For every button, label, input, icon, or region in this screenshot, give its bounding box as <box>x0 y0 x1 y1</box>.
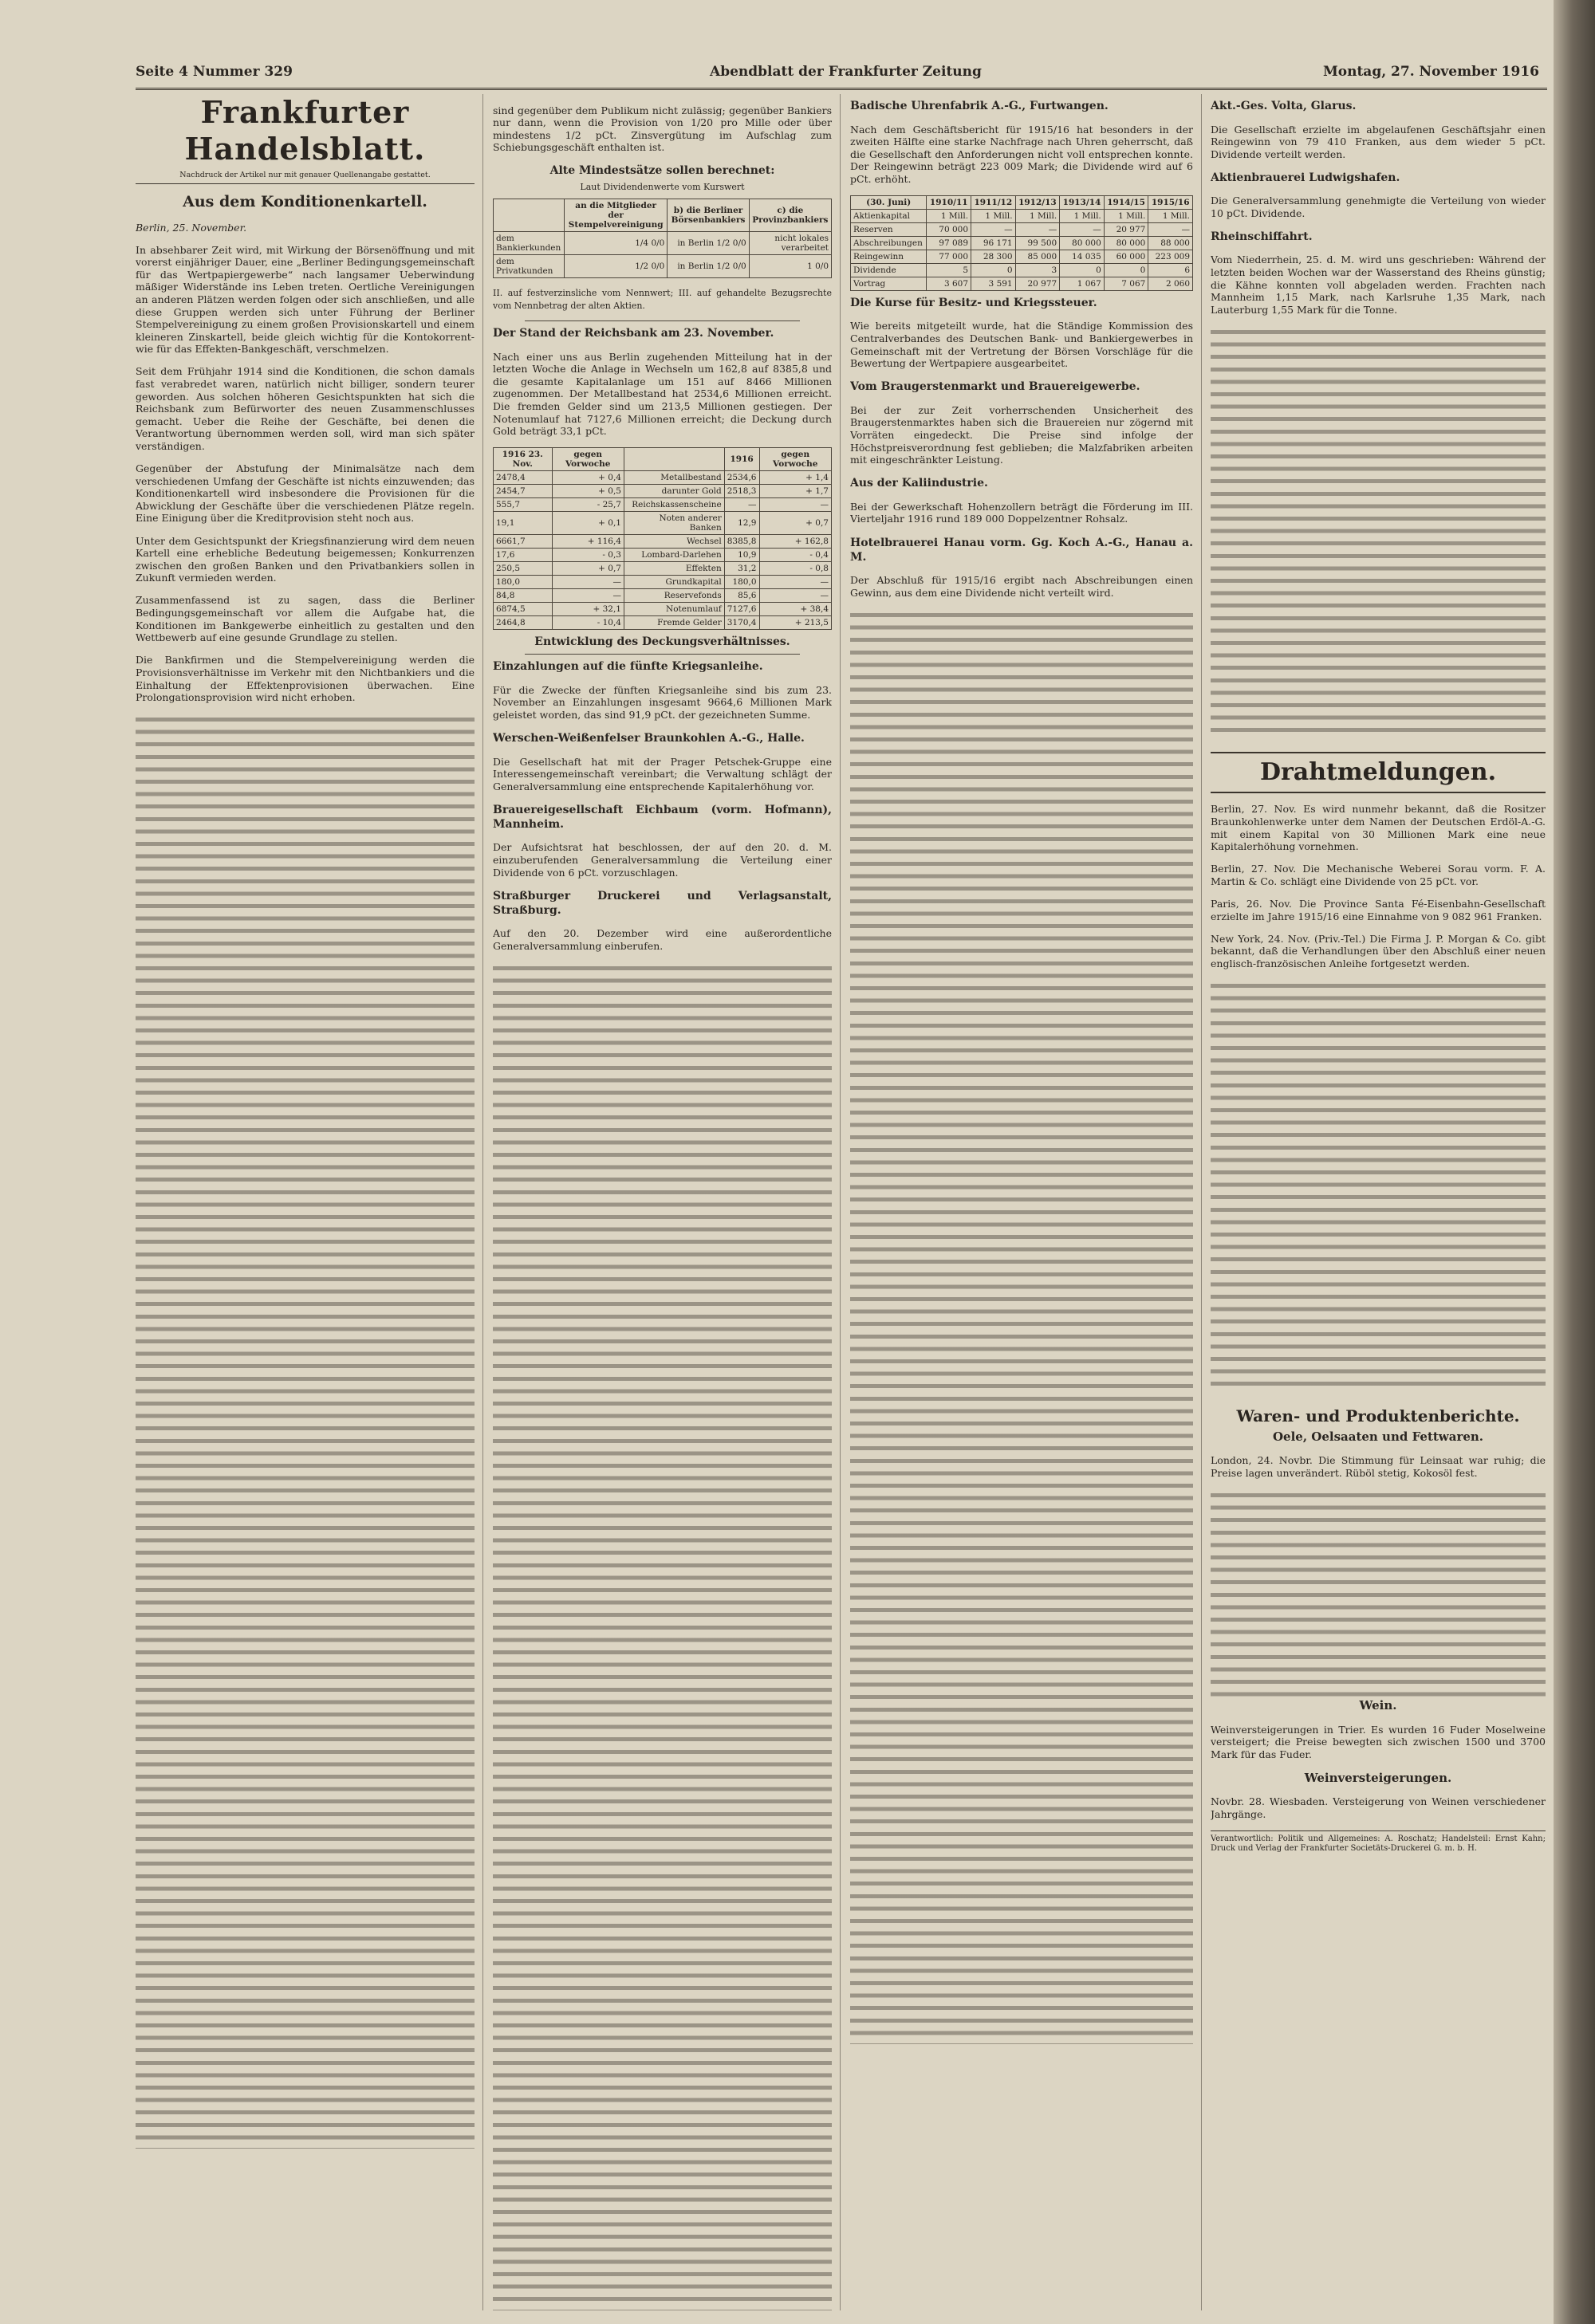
article-paragraph: Der Aufsichtsrat hat beschlossen, der auf den 20. d. M. einzuberufenden Generalversammlung die Verteilung einer Dividende von 6 pCt. vorzuschlagen. <box>493 841 832 879</box>
article-paragraph: Die Generalversammlung genehmigte die Verteilung von wieder 10 pCt. Dividende. <box>1211 195 1546 219</box>
issue-date: Montag, 27. November 1916 <box>1322 64 1539 80</box>
table-row: 180,0 — Grundkapital 180,0 — <box>494 576 832 589</box>
article-paragraph: Die Gesellschaft hat mit der Prager Petschek-Gruppe eine Interessengemeinschaft vereinbart; die Verwaltung schlägt der Generalversammlung eine entsprechende Kapitalerhöhung vor. <box>493 755 832 792</box>
table-note: II. auf festverzinsliche vom Nennwert; III. auf gehandelte Bezugsrechte vom Nennbetrag der alten Aktien. <box>493 287 832 311</box>
table-subtitle: Laut Dividendenwerte vom Kurswert <box>580 182 745 193</box>
table-row: 2464,8 - 10,4 Fremde Gelder 3170,4 + 213,5 <box>494 616 832 630</box>
provision-table <box>493 199 832 278</box>
table-row: Reingewinn 77 000 28 300 85 000 14 035 60 000 223 009 <box>851 250 1193 263</box>
divider <box>525 654 800 655</box>
article-paragraph: In absehbarer Zeit wird, mit Wirkung der Börsenöffnung und mit vorerst einjähriger Dauer, eine „Berliner Bedingungsgemeinschaft für das Wertpapiergewerbe“ nach langsamer Ueberwindung mäßiger Widerstände ins Leben treten. Oertliche Vereinigungen an anderen Plätzen werden folgen oder sich anschließen, und alle diese Gruppen werden sich unter Führung der Berliner Stempelvereinigung zu einem großen Provisionskartell und einem kleineren Zinskartell, beide gleich wichtig für die Kontokorrent- wie für das Effekten-Bankgeschäft, verschmelzen. <box>136 243 475 356</box>
article-paragraph: Die Gesellschaft erzielte im abgelaufenen Geschäftsjahr einen Reingewinn von 79 410 Franken, aus dem wieder 5 pCt. Dividende verteilt werden. <box>1211 123 1546 160</box>
balance-table: (30. Juni) 1910/11 1911/12 1912/13 1913/14 1914/15 1915/16 Aktienkapital 1 Mill. 1 Mill. 1 Mill. 1 Mill. 1 Mill. 1 Mill. Reserven 70 000 — — — 20 977 — Abschreibungen 97 089 96 171 99 500 80 000 80 000 88 000 Reingewinn 77 000 28 300 85 000 14 035 60 000 223 009 Dividende 5 0 3 0 0 6 Vortrag 3 607 3 591 20 977 1 067 7 067 2 060 <box>850 195 1193 291</box>
article-title: Einzahlungen auf die fünfte Kriegsanleihe. <box>493 660 763 674</box>
imprint-footer: Verantwortlich: Politik und Allgemeines: A. Roschatz; Handelsteil: Ernst Kahn; Druck und Verlag der Frankfurter Societäts-Druckerei G. m. b. H. <box>1211 1830 1546 1854</box>
article-paragraph: Nach dem Geschäftsbericht für 1915/16 hat besonders in der zweiten Hälfte eine starke Nachfrage nach Uhren geherrscht, daß die Gesellschaft den Anforderungen nicht voll entsprechen konnte. Der Reingewinn beträgt 223 009 Mark; die Dividende wird auf 6 pCt. erhöht. <box>850 123 1193 185</box>
reichsbank-table: 1916 23. Nov. gegen Vorwoche 1916 gegen Vorwoche 2478,4 + 0,4 Metallbestand 2534,6 + 1,4 2454,7 + 0,5 darunter Gold 2518,3 + 1,7 555,7 - 25,7 Reichskassenscheine — — 19,1 + 0,1 Noten anderer Banken 12,9 + 0,7 6661,7 + 116,4 Wechsel 8385,8 + 162,8 17,6 - 0,3 Lombard-Darlehen 10,9 - 0,4 250,5 + 0,7 Effekten 31,2 - 0,8 180,0 — Grundkapital 180,0 — 84,8 — Reservefonds 85,6 — 6874,5 + 32,1 Notenumlauf 7127,6 + 38,4 2464,8 - 10,4 Fremde Gelder 3170,4 + 213,5 <box>493 447 832 630</box>
table-header: an die Mitglieder der Stempelvereinigung <box>565 199 668 231</box>
article-dateline: Berlin, 25. November. <box>136 221 247 234</box>
section-subheading: Weinversteigerungen. <box>1304 1770 1452 1785</box>
article-paragraph: New York, 24. Nov. (Priv.-Tel.) Die Firma J. P. Morgan & Co. gibt bekannt, daß die Verhandlungen über den Abschluß einer neuen englisch-französischen Anleihe fortgesetzt werden. <box>1211 932 1546 969</box>
article-paragraph: Berlin, 27. Nov. Die Mechanische Weberei Sorau vorm. F. A. Martin & Co. schlägt eine Dividende von 25 pCt. vor. <box>1211 863 1546 887</box>
article-paragraph: Der Abschluß für 1915/16 ergibt nach Abschreibungen einen Gewinn, aus dem eine Dividende nicht verteilt wird. <box>850 574 1193 599</box>
article-title: Aus der Kaliindustrie. <box>850 477 988 490</box>
article-title: Badische Uhrenfabrik A.-G., Furtwangen. <box>850 100 1109 112</box>
article-paragraph: Nach einer uns aus Berlin zugehenden Mitteilung hat in der letzten Woche die Anlage in Wechseln um 162,8 auf 8385,8 und die gesamte Kapitalanlage um 151 auf 8466 Millionen zugenommen. Der Metallbestand hat 2534,6 Millionen erreicht. Die fremden Gelder sind um 213,5 Millionen gestiegen. Der Notenumlauf hat 7127,6 Millionen erreicht; die Deckung durch Gold beträgt 33,1 pCt. <box>493 350 832 438</box>
column-3 <box>850 94 1193 2310</box>
table-row: 2454,7 + 0,5 darunter Gold 2518,3 + 1,7 <box>494 485 832 498</box>
article-paragraph: Bei der Gewerkschaft Hohenzollern beträgt die Förderung im III. Vierteljahr 1916 rund 189 000 Doppelzentner Rohsalz. <box>850 500 1193 525</box>
table-row: dem Privatkunden 1/2 0/0 in Berlin 1/2 0/0 1 0/0 <box>494 254 832 277</box>
article-paragraph: Auf den 20. Dezember wird eine außerordentliche Generalversammlung einberufen. <box>493 927 832 952</box>
text-filler <box>1211 980 1546 1394</box>
article-paragraph: Bei der zur Zeit vorherrschenden Unsicherheit des Braugerstenmarktes haben sich die Brauereien nur zögernd mit Vorräten eingedeckt. Die Preise sind infolge der Höchstpreisverordnung fest geblieben; die Malzfabriken arbeiten mit eingeschränkter Leistung. <box>850 403 1193 466</box>
newspaper-title: Abendblatt der Frankfurter Zeitung <box>710 64 982 80</box>
page-header <box>136 56 1547 90</box>
column-4 <box>1211 94 1546 2310</box>
article-paragraph: Weinversteigerungen in Trier. Es wurden 16 Fuder Moselweine versteigert; die Preise bewegten sich zwischen 1500 und 3700 Mark für das Fuder. <box>1211 1723 1546 1760</box>
article-title: Der Stand der Reichsbank am 23. November. <box>493 327 774 340</box>
article-paragraph: London, 24. Novbr. Die Stimmung für Leinsaat war ruhig; die Preise lagen unverändert. Rüböl stetig, Kokosöl fest. <box>1211 1454 1546 1480</box>
divider <box>525 320 800 321</box>
article-paragraph: Zusammenfassend ist zu sagen, dass die Berliner Bedingungsgemeinschaft vor allem die Aufgabe hat, die Konditionen im Bankgewerbe einheitlich zu gestalten und den Wettbewerb auf eine gesunde Grundlage zu stellen. <box>136 594 475 644</box>
article-paragraph: Novbr. 28. Wiesbaden. Versteigerung von Weinen verschiedener Jahrgänge. <box>1211 1795 1546 1821</box>
table-row: Dividende 5 0 3 0 0 6 <box>851 263 1193 277</box>
table-row: Abschreibungen 97 089 96 171 99 500 80 000 80 000 88 000 <box>851 236 1193 250</box>
article-paragraph: Berlin, 27. Nov. Es wird nunmehr bekannt, daß die Rositzer Braunkohlenwerke unter dem Namen der Deutschen Erdöl-A.-G. mit einem Kapital von 30 Millionen Mark eine neue Kapitalerhöhung vornehmen. <box>1211 803 1546 853</box>
page-number: Seite 4 Nummer 329 <box>136 64 293 80</box>
article-title: Akt.-Ges. Volta, Glarus. <box>1211 100 1357 112</box>
text-filler <box>850 609 1193 2044</box>
article-paragraph: Seit dem Frühjahr 1914 sind die Konditionen, die schon damals fast verabredet waren, natürlich nicht billiger, sondern teurer geworden. Aus solchen höheren Gesichtspunkten hat sich die Reichsbank zum Befürworter des neuen Zusammenschlusses gemacht. Ueber die Reihe der Geschäfte, bei denen die Verantwortung übernommen werden soll, wird man sich später verständigen. <box>136 365 475 452</box>
column-rule <box>1201 94 1202 2310</box>
column-rule <box>840 94 841 2310</box>
article-title: Rheinschiffahrt. <box>1211 230 1313 243</box>
table-row: Vortrag 3 607 3 591 20 977 1 067 7 067 2 060 <box>851 277 1193 290</box>
table-header: c) die Provinzbankiers <box>749 199 831 231</box>
table-title: Alte Mindestsätze sollen berechnet: <box>549 164 775 178</box>
column-1 <box>136 94 475 2310</box>
article-paragraph: Gegenüber der Abstufung der Minimalsätze nach dem verschiedenen Umfang der Geschäfte ist nichts einzuwenden; das Konditionenkartell wird insbesondere die Provisionen für die Abwicklung der Geschäfte über die verschiedenen Plätze regeln. Eine Einigung über die Kreditprovision steht noch aus. <box>136 462 475 525</box>
text-filler <box>136 714 475 2149</box>
table-row: Reserven 70 000 — — — 20 977 — <box>851 222 1193 236</box>
table-row: Aktienkapital 1 Mill. 1 Mill. 1 Mill. 1 Mill. 1 Mill. 1 Mill. <box>851 209 1193 222</box>
table-row: 6661,7 + 116,4 Wechsel 8385,8 + 162,8 <box>494 535 832 549</box>
column-rule <box>482 94 483 2310</box>
table-row: 555,7 - 25,7 Reichskassenscheine — — <box>494 498 832 512</box>
column-2 <box>493 94 832 2310</box>
article-paragraph: Unter dem Gesichtspunkt der Kriegsfinanzierung wird dem neuen Kartell eine erhebliche Bedeutung beigemessen; Konkurrenzen zwischen den großen Banken und den Privatbankiers sollen in Zukunft vermieden werden. <box>136 534 475 584</box>
table-row: 6874,5 + 32,1 Notenumlauf 7127,6 + 38,4 <box>494 603 832 616</box>
article-paragraph: Für die Zwecke der fünften Kriegsanleihe sind bis zum 23. November an Einzahlungen insgesamt 9664,6 Millionen Mark geleistet worden, das sind 91,9 pCt. der gezeichneten Summe. <box>493 683 832 721</box>
article-title: Aktienbrauerei Ludwigshafen. <box>1211 171 1400 184</box>
table-row: 2478,4 + 0,4 Metallbestand 2534,6 + 1,4 <box>494 471 832 485</box>
table-title: Entwicklung des Deckungsverhältnisses. <box>534 635 790 649</box>
article-title: Hotelbrauerei Hanau vorm. Gg. Koch A.-G., Hanau a. M. <box>850 536 1193 564</box>
table-row: 19,1 + 0,1 Noten anderer Banken 12,9 + 0,7 <box>494 512 832 535</box>
table-header: b) die Berliner Börsenbankiers <box>668 199 749 231</box>
text-filler <box>493 962 832 2310</box>
article-title: Die Kurse für Besitz- und Kriegssteuer. <box>850 296 1097 309</box>
article-title: Vom Braugerstenmarkt und Brauereigewerbe. <box>850 380 1140 394</box>
section-heading-waren: Waren- und Produktenberichte. <box>1236 1406 1520 1425</box>
masthead-note: Nachdruck der Artikel nur mit genauer Quellenangabe gestattet. <box>136 171 475 184</box>
section-subheading: Oele, Oelsaaten und Fettwaren. <box>1272 1429 1484 1444</box>
table-row: dem Bankierkunden 1/4 0/0 in Berlin 1/2 0/0 nicht lokales verarbeitet <box>494 231 832 254</box>
article-paragraph: Paris, 26. Nov. Die Province Santa Fé-Eisenbahn-Gesellschaft erzielte im Jahre 1915/16 eine Einnahme von 9 082 961 Franken. <box>1211 898 1546 922</box>
article-paragraph: Die Bankfirmen und die Stempelvereinigung werden die Provisionsverhältnisse im Verkehr mit den Nichtbankiers und die Einhaltung der Effektenprovisionen überwachen. Eine Prolongationsprovision wird nicht erhoben. <box>136 654 475 704</box>
article-paragraph: Vom Niederrhein, 25. d. M. wird uns geschrieben: Während der letzten beiden Wochen war der Wasserstand des Rheins günstig; die Kähne konnten voll abgeladen werden. Frachten nach Mannheim 1,15 Mark, nach Karlsruhe 1,35 Mark, nach Lauterburg 1,55 Mark für die Tonne. <box>1211 254 1546 316</box>
article-paragraph: Wie bereits mitgeteilt wurde, hat die Ständige Kommission des Centralverbandes des Deutschen Bank- und Bankiergewerbes in Gemeinschaft mit der Vertretung der Börsen Vorschläge für die Bewertung der Wertpapiere ausgearbeitet. <box>850 320 1193 370</box>
article-title: Straßburger Druckerei und Verlagsanstalt, Straßburg. <box>493 889 832 917</box>
article-paragraph: sind gegenüber dem Publikum nicht zulässig; gegenüber Bankiers nur dann, wenn die Provision von 1/20 pro Mille oder über mindestens 1/2 pCt. Zinsvergütung im Aufschlag zum Schiebungsgeschäft enthalten ist. <box>493 104 832 154</box>
section-subheading: Wein. <box>1359 1698 1397 1713</box>
article-title: Aus dem Konditionenkartell. <box>183 193 427 210</box>
article-title: Brauereigesellschaft Eichbaum (vorm. Hofmann), Mannheim. <box>493 803 832 831</box>
section-heading-drahtmeldungen: Drahtmeldungen. <box>1211 752 1546 793</box>
text-filler <box>1211 326 1546 741</box>
text-filler <box>1211 1489 1546 1697</box>
table-row: 84,8 — Reservefonds 85,6 — <box>494 589 832 603</box>
article-title: Werschen-Weißenfelser Braunkohlen A.-G., Halle. <box>493 732 805 745</box>
table-row: 17,6 - 0,3 Lombard-Darlehen 10,9 - 0,4 <box>494 549 832 562</box>
section-masthead: Frankfurter Handelsblatt. <box>184 94 426 167</box>
table-row: 250,5 + 0,7 Effekten 31,2 - 0,8 <box>494 562 832 576</box>
book-spine <box>1554 0 1595 2324</box>
